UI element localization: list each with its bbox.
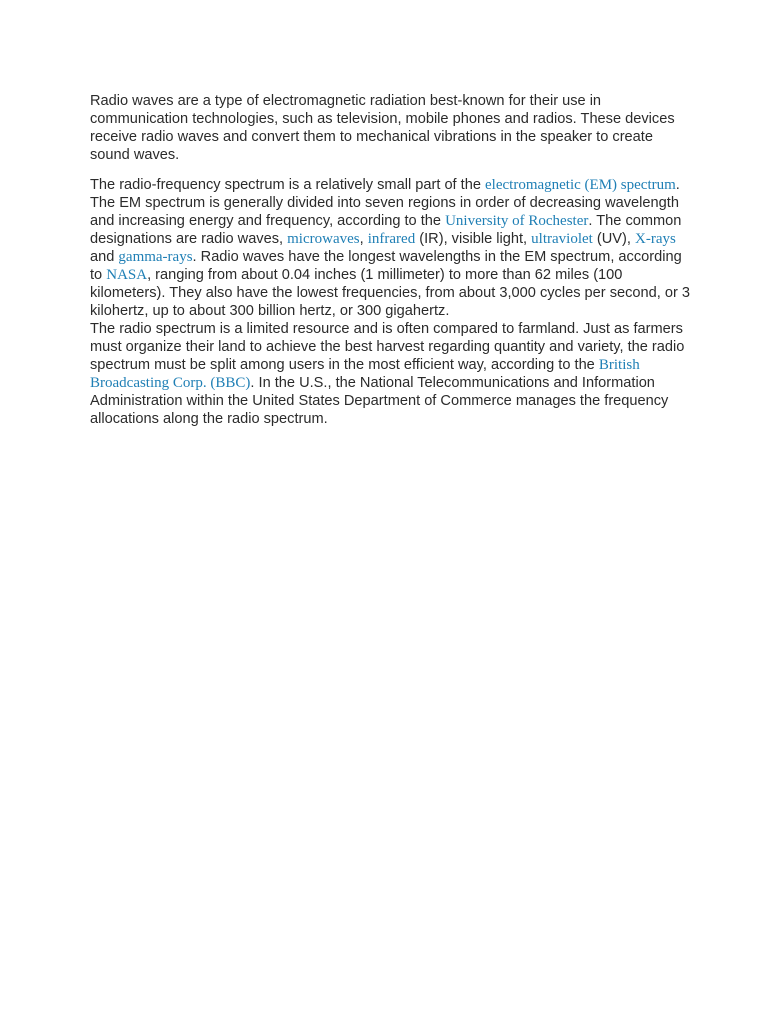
text-segment: (IR), visible light, (415, 231, 532, 247)
link-university-of-rochester[interactable]: University of Rochester (445, 213, 589, 229)
link-microwaves[interactable]: microwaves (287, 231, 360, 247)
text-segment: . Radio waves have the longest wavelengths in the EM spectrum, according to (90, 249, 682, 283)
text-segment: , (359, 231, 368, 247)
text-segment: . The common designations are radio waves, (90, 213, 682, 247)
link-bbc[interactable]: British Broadcasting Corp. (BBC) (90, 357, 640, 391)
text-segment: (UV), (592, 231, 635, 247)
link-gamma-rays[interactable]: gamma-rays (118, 249, 193, 265)
text-segment: The radio-frequency spectrum is a relatively small part of the (90, 177, 486, 193)
text-segment: . The EM spectrum is generally divided into seven regions in order of decreasing wavelength and increasing energy and frequency, according to the (90, 177, 680, 229)
link-x-rays[interactable]: X-rays (635, 231, 676, 247)
text-segment: , ranging from about 0.04 inches (1 millimeter) to more than 62 miles (100 kilometers). They also have the lowest frequencies, from about 3,000 cycles per second, or 3 kilohertz, up to about 300 billion hertz, or 300 gigahertz. (90, 267, 691, 319)
link-em-spectrum[interactable]: electromagnetic (EM) spectrum (485, 177, 676, 193)
link-nasa[interactable]: NASA (106, 267, 148, 283)
paragraph-radio-waves-intro: Radio waves are a type of electromagnetic radiation best-known for their use in communication technologies, such as television, mobile phones and radios. These devices receive radio waves and convert them to mechanical vibrations in the speaker to create sound waves. (90, 93, 675, 163)
text-segment: and (90, 249, 119, 265)
paragraph-em-spectrum (90, 176, 690, 320)
link-infrared[interactable]: infrared (367, 231, 416, 247)
paragraph-radio-spectrum-resource (90, 320, 690, 428)
link-ultraviolet[interactable]: ultraviolet (531, 231, 593, 247)
text-segment: . In the U.S., the National Telecommunications and Information Administration within the United States Department of Commerce manages the frequency allocations along the radio spectrum. (90, 375, 669, 427)
text-segment: The radio spectrum is a limited resource and is often compared to farmland. Just as farmers must organize their land to achieve the best harvest regarding quantity and variety, the radio spectrum must be split among users in the most efficient way, according to the (90, 321, 685, 373)
document-body (90, 92, 690, 428)
